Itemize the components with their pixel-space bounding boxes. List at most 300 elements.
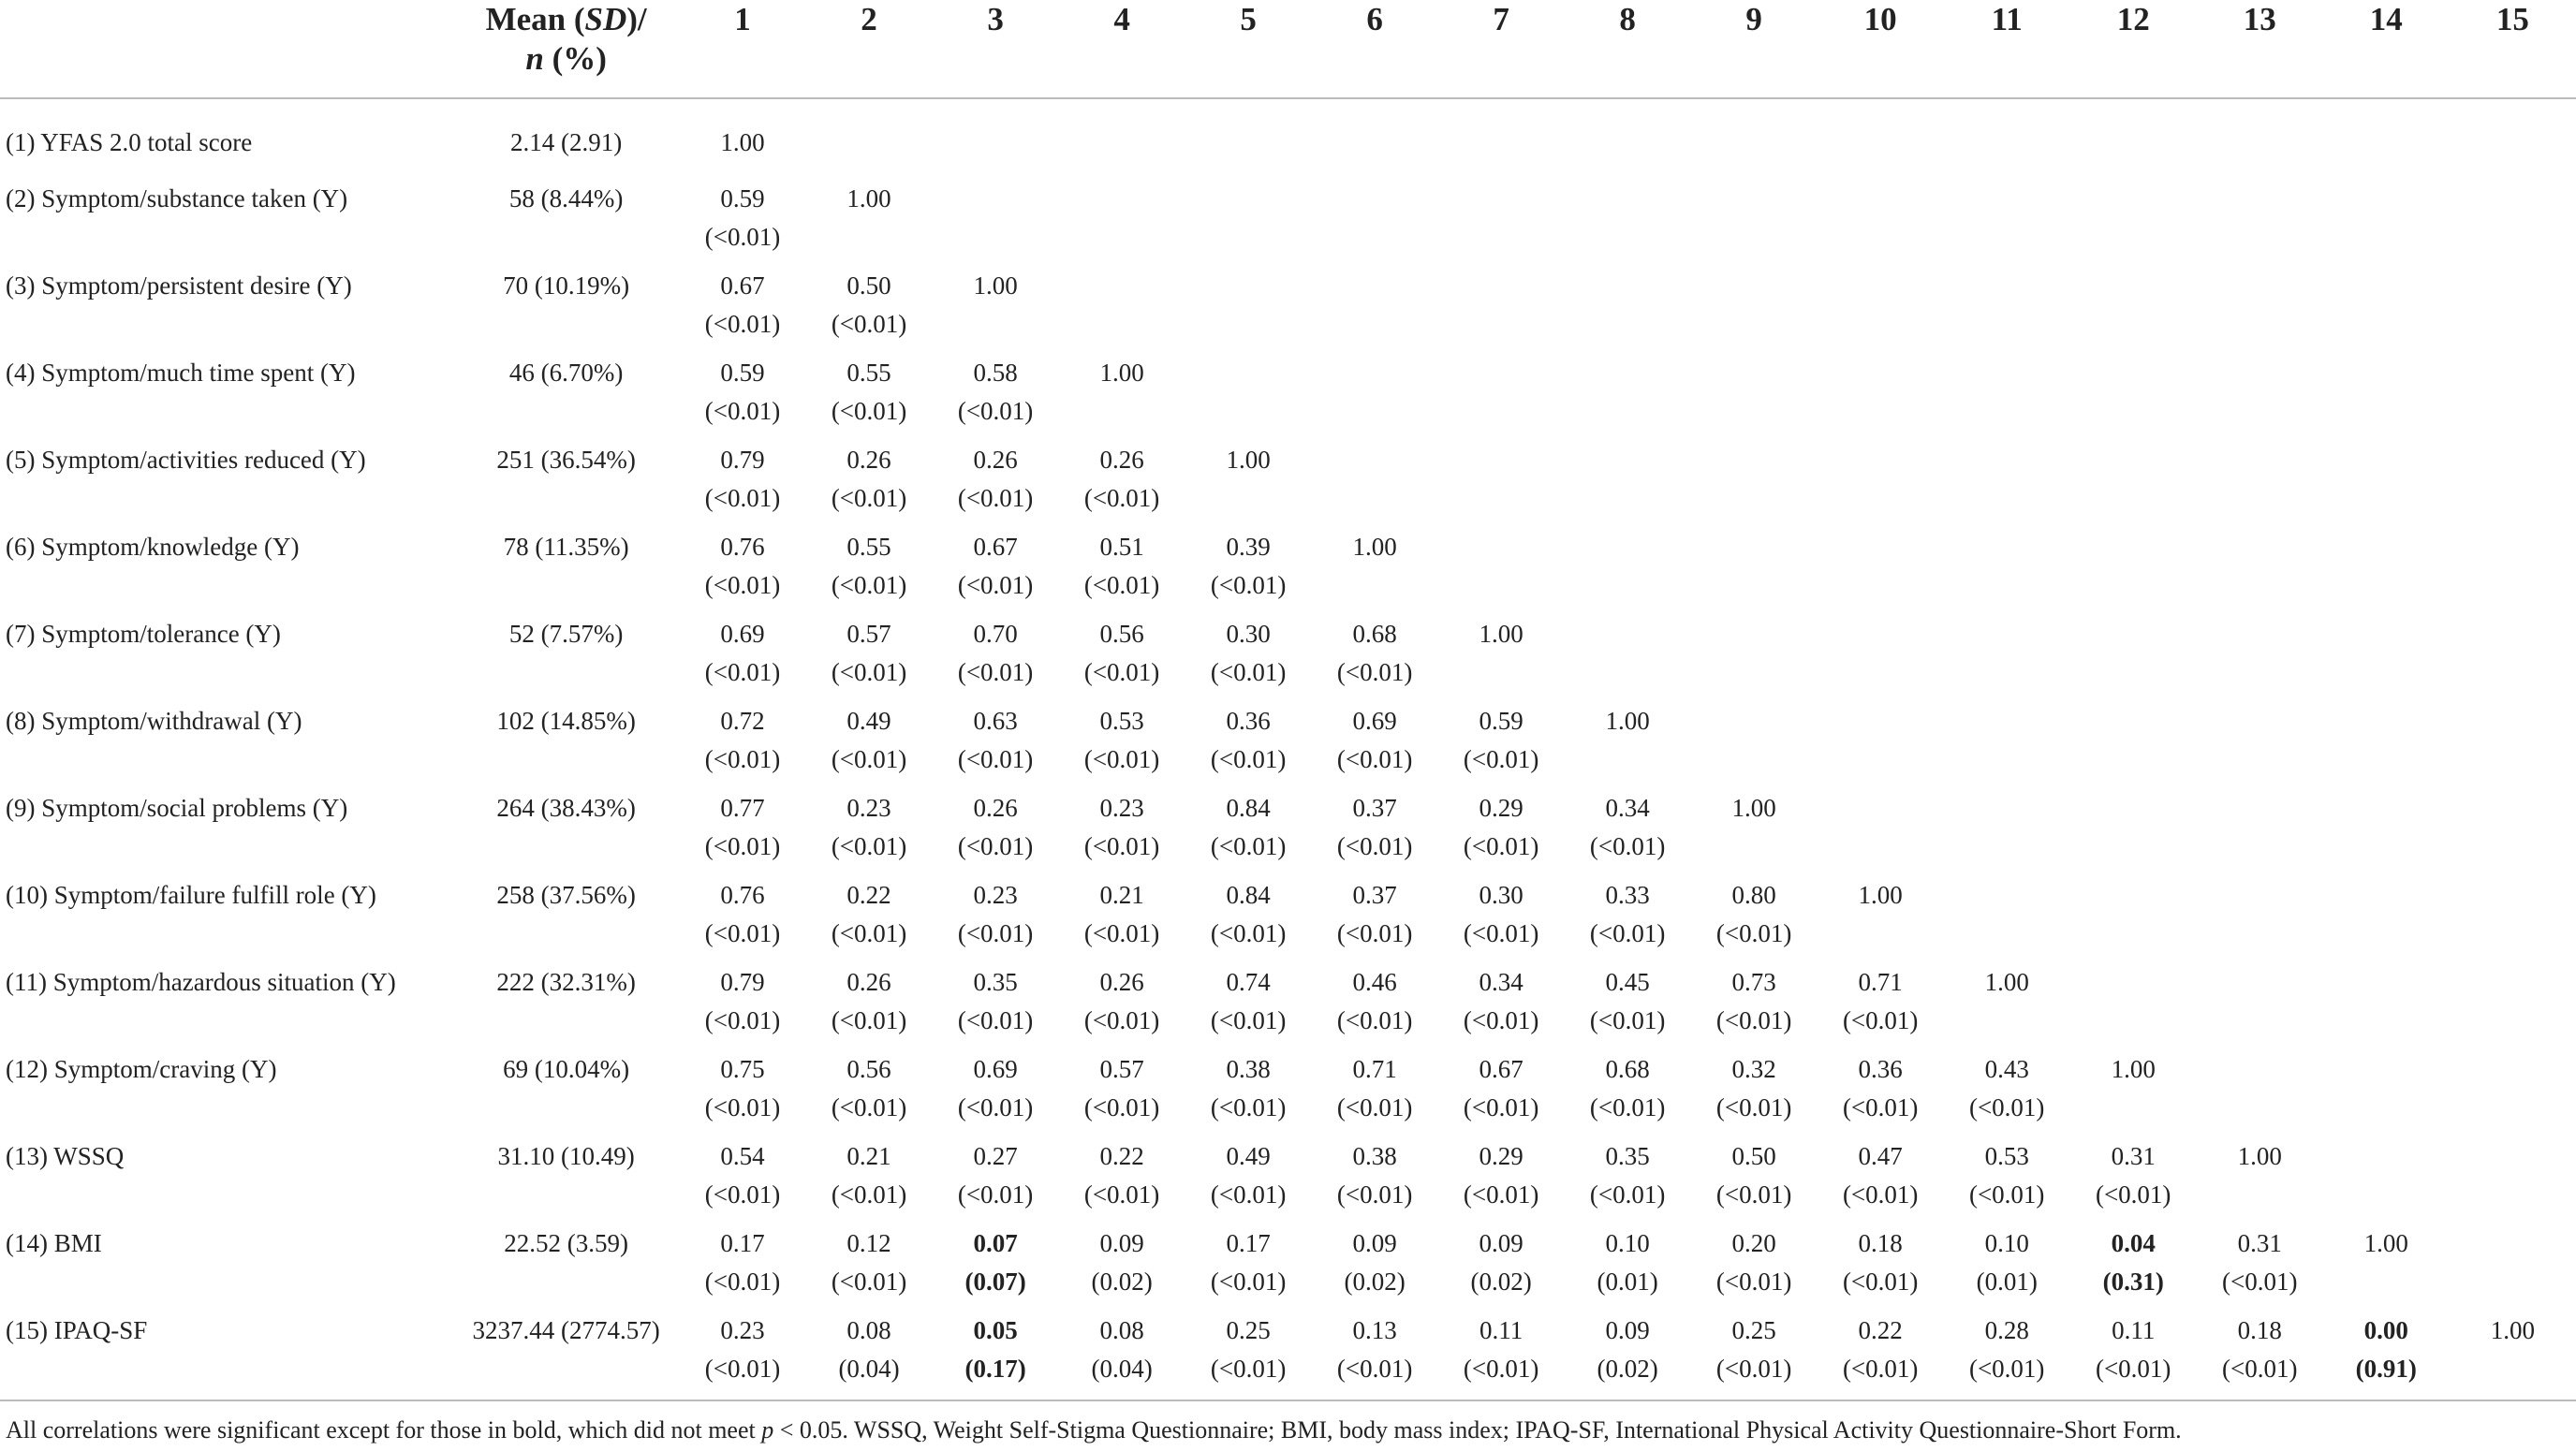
empty-cell — [1818, 267, 1944, 354]
table-row — [0, 1137, 2576, 1224]
correlation-p-value: (<0.01) — [1083, 1180, 1160, 1209]
correlation-p-value: (0.17) — [964, 1355, 1026, 1383]
correlation-p-value: (<0.01) — [704, 1180, 781, 1209]
row-mean-value: 22.52 (3.59) — [504, 1229, 628, 1257]
correlation-coefficient: 0.68 — [1605, 1055, 1650, 1083]
empty-cell — [1818, 98, 1944, 180]
correlation-cell — [1185, 876, 1312, 963]
correlation-p-value: (<0.01) — [1083, 919, 1160, 947]
empty-cell — [2197, 615, 2323, 702]
correlation-coefficient: 0.55 — [846, 533, 891, 561]
correlation-cell — [2450, 1312, 2576, 1399]
empty-cell — [2070, 876, 2197, 963]
empty-cell — [2323, 615, 2450, 702]
correlation-p-value: (<0.01) — [1589, 1006, 1666, 1034]
correlation-cell — [1691, 1050, 1818, 1137]
table-row — [0, 180, 2576, 267]
empty-cell — [2323, 354, 2450, 441]
correlation-coefficient: 0.28 — [1984, 1316, 2029, 1344]
empty-cell — [2197, 441, 2323, 528]
correlation-coefficient: 0.45 — [1605, 968, 1650, 996]
correlation-p-value: (<0.01) — [1842, 1268, 1919, 1296]
correlation-coefficient: 0.13 — [1352, 1316, 1397, 1344]
correlation-cell — [2197, 1137, 2323, 1224]
correlation-p-value: (<0.01) — [1210, 1180, 1287, 1209]
empty-cell — [1438, 98, 1565, 180]
empty-cell — [1565, 441, 1691, 528]
correlation-cell — [1312, 528, 1438, 615]
correlation-coefficient: 0.50 — [1731, 1142, 1776, 1170]
empty-cell — [1059, 267, 1185, 354]
correlation-coefficient: 0.25 — [1731, 1316, 1776, 1344]
table-row — [0, 267, 2576, 354]
column-header-4: 4 — [1059, 0, 1185, 98]
correlation-cell — [1185, 702, 1312, 789]
correlation-coefficient: 0.46 — [1352, 968, 1397, 996]
correlation-coefficient: 0.71 — [1858, 968, 1903, 996]
row-variable-label: (9) Symptom/social problems (Y) — [6, 794, 348, 822]
correlation-coefficient: 0.31 — [2111, 1142, 2156, 1170]
empty-cell — [2323, 98, 2450, 180]
correlation-cell — [1059, 702, 1185, 789]
empty-cell — [2197, 876, 2323, 963]
row-mean-value: 222 (32.31%) — [496, 968, 636, 996]
correlation-coefficient: 0.23 — [720, 1316, 765, 1344]
column-header-3: 3 — [933, 0, 1059, 98]
correlation-coefficient: 1.00 — [2490, 1316, 2535, 1344]
correlation-p-value: (<0.01) — [1210, 919, 1287, 947]
correlation-p-value: (<0.01) — [1210, 1006, 1287, 1034]
correlation-coefficient: 0.26 — [846, 446, 891, 474]
empty-cell — [1691, 98, 1818, 180]
column-header-7: 7 — [1438, 0, 1565, 98]
correlation-coefficient: 1.00 — [1226, 446, 1271, 474]
correlation-cell — [1059, 441, 1185, 528]
correlation-cell — [1185, 528, 1312, 615]
correlation-cell — [1438, 1137, 1565, 1224]
correlation-cell — [680, 1312, 806, 1399]
row-mean-value: 251 (36.54%) — [496, 446, 636, 474]
correlation-coefficient: 0.59 — [720, 359, 765, 387]
correlation-coefficient: 0.12 — [846, 1229, 891, 1257]
column-header-9: 9 — [1691, 0, 1818, 98]
correlation-p-value: (<0.01) — [1463, 919, 1539, 947]
correlation-coefficient: 0.72 — [720, 707, 765, 735]
correlation-p-value: (<0.01) — [831, 1180, 907, 1209]
correlation-cell — [1059, 528, 1185, 615]
row-variable-label: (6) Symptom/knowledge (Y) — [6, 533, 300, 561]
empty-cell — [1438, 441, 1565, 528]
row-variable-label: (4) Symptom/much time spent (Y) — [6, 359, 356, 387]
correlation-coefficient: 0.10 — [1605, 1229, 1650, 1257]
correlation-p-value: (<0.01) — [704, 223, 781, 251]
correlation-p-value: (<0.01) — [957, 571, 1034, 599]
empty-cell — [1312, 180, 1438, 267]
correlation-p-value: (0.01) — [1976, 1268, 2038, 1296]
empty-cell — [1818, 180, 1944, 267]
correlation-p-value: (<0.01) — [957, 397, 1034, 425]
correlation-coefficient: 0.22 — [846, 881, 891, 909]
empty-cell — [2070, 180, 2197, 267]
empty-cell — [1818, 441, 1944, 528]
correlation-coefficient: 0.76 — [720, 533, 765, 561]
correlation-cell — [1059, 1050, 1185, 1137]
correlation-p-value: (<0.01) — [1336, 1006, 1413, 1034]
correlation-p-value: (<0.01) — [1842, 1093, 1919, 1121]
empty-cell — [1059, 180, 1185, 267]
empty-cell — [2197, 528, 2323, 615]
correlation-coefficient: 0.35 — [1605, 1142, 1650, 1170]
empty-cell — [2323, 180, 2450, 267]
correlation-cell — [1944, 1050, 2070, 1137]
header-mean-text: Mean ( — [485, 1, 585, 37]
correlation-coefficient: 0.05 — [973, 1316, 1018, 1344]
column-header-2: 2 — [806, 0, 933, 98]
empty-cell — [1565, 267, 1691, 354]
correlation-p-value: (0.02) — [1344, 1268, 1406, 1296]
correlation-coefficient: 0.38 — [1226, 1055, 1271, 1083]
correlation-coefficient: 0.79 — [720, 968, 765, 996]
correlation-p-value: (<0.01) — [1336, 1180, 1413, 1209]
correlation-coefficient: 0.53 — [1099, 707, 1144, 735]
correlation-coefficient: 1.00 — [1858, 881, 1903, 909]
correlation-cell — [1565, 876, 1691, 963]
empty-cell — [2323, 528, 2450, 615]
correlation-p-value: (<0.01) — [2095, 1355, 2171, 1383]
correlation-coefficient: 0.77 — [720, 794, 765, 822]
empty-cell — [2070, 528, 2197, 615]
correlation-coefficient: 0.34 — [1605, 794, 1650, 822]
correlation-coefficient: 1.00 — [973, 271, 1018, 300]
correlation-p-value: (<0.01) — [704, 1355, 781, 1383]
row-mean-value: 58 (8.44%) — [508, 184, 624, 213]
correlation-p-value: (<0.01) — [1336, 1355, 1413, 1383]
correlation-cell — [2197, 1312, 2323, 1399]
correlation-coefficient: 1.00 — [1352, 533, 1397, 561]
column-header-14: 14 — [2323, 0, 2450, 98]
correlation-cell — [1438, 615, 1565, 702]
correlation-coefficient: 0.76 — [720, 881, 765, 909]
correlation-p-value: (<0.01) — [831, 310, 907, 338]
correlation-cell — [1059, 1312, 1185, 1399]
correlation-cell — [806, 354, 933, 441]
correlation-p-value: (<0.01) — [1083, 832, 1160, 860]
correlation-p-value: (<0.01) — [704, 571, 781, 599]
correlation-cell — [1691, 1224, 1818, 1312]
header-sd-text: SD — [584, 1, 627, 37]
correlation-p-value: (<0.01) — [831, 832, 907, 860]
empty-cell — [1185, 267, 1312, 354]
correlation-p-value: (<0.01) — [1336, 832, 1413, 860]
correlation-coefficient: 0.25 — [1226, 1316, 1271, 1344]
empty-cell — [1818, 354, 1944, 441]
correlation-coefficient: 0.21 — [846, 1142, 891, 1170]
empty-cell — [2450, 702, 2576, 789]
correlation-p-value: (<0.01) — [831, 484, 907, 512]
header-percent-text: (%) — [543, 40, 607, 77]
correlation-p-value: (<0.01) — [1968, 1180, 2045, 1209]
correlation-coefficient: 0.37 — [1352, 881, 1397, 909]
correlation-coefficient: 1.00 — [2363, 1229, 2408, 1257]
correlation-p-value: (<0.01) — [1589, 1180, 1666, 1209]
correlation-p-value: (<0.01) — [831, 1093, 907, 1121]
empty-cell — [1438, 528, 1565, 615]
correlation-coefficient: 0.55 — [846, 359, 891, 387]
correlation-cell — [1185, 1312, 1312, 1399]
correlation-cell — [1438, 963, 1565, 1050]
correlation-coefficient: 0.54 — [720, 1142, 765, 1170]
correlation-cell — [1944, 1137, 2070, 1224]
correlation-cell — [1312, 1050, 1438, 1137]
correlation-p-value: (0.31) — [2102, 1268, 2164, 1296]
empty-cell — [1818, 528, 1944, 615]
correlation-cell — [2070, 1050, 2197, 1137]
correlation-cell — [806, 615, 933, 702]
correlation-cell — [1691, 1137, 1818, 1224]
correlation-cell — [2323, 1312, 2450, 1399]
table-row — [0, 1312, 2576, 1399]
correlation-coefficient: 0.57 — [846, 620, 891, 648]
empty-cell — [933, 180, 1059, 267]
header-mean-suffix: )/ — [626, 1, 647, 37]
correlation-coefficient: 0.26 — [973, 794, 1018, 822]
correlation-cell — [933, 789, 1059, 876]
table-row — [0, 702, 2576, 789]
correlation-coefficient: 0.11 — [1479, 1316, 1524, 1344]
row-variable-label: (12) Symptom/craving (Y) — [6, 1055, 277, 1083]
correlation-coefficient: 0.68 — [1352, 620, 1397, 648]
table-row — [0, 528, 2576, 615]
table-row — [0, 441, 2576, 528]
correlation-p-value: (<0.01) — [1083, 484, 1160, 512]
header-mean-line1 — [453, 0, 680, 39]
empty-cell — [1818, 615, 1944, 702]
correlation-p-value: (0.04) — [1091, 1355, 1153, 1383]
correlation-coefficient: 0.74 — [1226, 968, 1271, 996]
correlation-p-value: (<0.01) — [831, 571, 907, 599]
empty-cell — [2197, 963, 2323, 1050]
correlation-coefficient: 0.47 — [1858, 1142, 1903, 1170]
correlation-coefficient: 0.21 — [1099, 881, 1144, 909]
correlation-cell — [806, 702, 933, 789]
table-body — [0, 98, 2576, 1399]
correlation-cell — [680, 1137, 806, 1224]
row-mean-value: 69 (10.04%) — [503, 1055, 630, 1083]
correlation-p-value: (<0.01) — [1210, 832, 1287, 860]
correlation-cell — [1818, 1312, 1944, 1399]
correlation-p-value: (<0.01) — [1083, 571, 1160, 599]
correlation-cell — [1438, 1224, 1565, 1312]
correlation-cell — [933, 876, 1059, 963]
correlation-coefficient: 0.08 — [846, 1316, 891, 1344]
correlation-cell — [680, 441, 806, 528]
correlation-cell — [1691, 789, 1818, 876]
correlation-cell — [806, 1137, 933, 1224]
empty-cell — [2450, 441, 2576, 528]
correlation-p-value: (<0.01) — [704, 1093, 781, 1121]
correlation-cell — [1312, 876, 1438, 963]
empty-cell — [2070, 789, 2197, 876]
empty-cell — [2450, 180, 2576, 267]
empty-cell — [2323, 1137, 2450, 1224]
correlation-p-value: (<0.01) — [831, 919, 907, 947]
empty-cell — [1691, 267, 1818, 354]
footnote-text-2: < 0.05. WSSQ, Weight Self-Stigma Questionnaire; BMI, body mass index; IPAQ-SF, International Physical Activity Questionnaire-Short Form. — [773, 1416, 2182, 1444]
correlation-coefficient: 0.35 — [973, 968, 1018, 996]
row-variable-label: (8) Symptom/withdrawal (Y) — [6, 707, 302, 735]
table-row — [0, 1224, 2576, 1312]
correlation-coefficient: 0.26 — [1099, 446, 1144, 474]
correlation-cell — [1312, 1312, 1438, 1399]
correlation-coefficient: 0.59 — [1479, 707, 1524, 735]
footnote-p-symbol: p — [761, 1416, 774, 1444]
correlation-coefficient: 0.67 — [973, 533, 1018, 561]
correlation-coefficient: 0.26 — [973, 446, 1018, 474]
column-header-8: 8 — [1565, 0, 1691, 98]
correlation-p-value: (<0.01) — [1589, 919, 1666, 947]
correlation-coefficient: 1.00 — [2111, 1055, 2156, 1083]
correlation-coefficient: 0.84 — [1226, 881, 1271, 909]
empty-cell — [2070, 615, 2197, 702]
empty-cell — [806, 98, 933, 180]
correlation-p-value: (<0.01) — [957, 1006, 1034, 1034]
empty-cell — [1944, 180, 2070, 267]
column-header-10: 10 — [1818, 0, 1944, 98]
empty-cell — [2197, 1050, 2323, 1137]
correlation-p-value: (<0.01) — [2221, 1355, 2298, 1383]
correlation-coefficient: 0.49 — [846, 707, 891, 735]
column-header-6: 6 — [1312, 0, 1438, 98]
correlation-coefficient: 1.00 — [1605, 707, 1650, 735]
correlation-coefficient: 0.67 — [1479, 1055, 1524, 1083]
correlation-p-value: (<0.01) — [1463, 1006, 1539, 1034]
correlation-cell — [680, 528, 806, 615]
correlation-cell — [1438, 876, 1565, 963]
empty-cell — [1438, 267, 1565, 354]
correlation-coefficient: 0.30 — [1479, 881, 1524, 909]
correlation-p-value: (<0.01) — [1210, 1355, 1287, 1383]
correlation-coefficient: 0.56 — [1099, 620, 1144, 648]
correlation-coefficient: 1.00 — [1099, 359, 1144, 387]
empty-cell — [1944, 528, 2070, 615]
empty-cell — [1944, 702, 2070, 789]
row-mean-value: 31.10 (10.49) — [497, 1142, 635, 1170]
correlation-p-value: (<0.01) — [704, 745, 781, 773]
correlation-coefficient: 1.00 — [720, 128, 765, 156]
correlation-cell — [680, 702, 806, 789]
empty-cell — [2070, 702, 2197, 789]
correlation-p-value: (<0.01) — [1715, 1355, 1792, 1383]
correlation-p-value: (<0.01) — [1589, 1093, 1666, 1121]
empty-cell — [1944, 789, 2070, 876]
correlation-p-value: (<0.01) — [1968, 1093, 2045, 1121]
empty-cell — [1312, 98, 1438, 180]
correlation-p-value: (<0.01) — [1336, 745, 1413, 773]
correlation-cell — [806, 441, 933, 528]
empty-cell — [2450, 789, 2576, 876]
correlation-coefficient: 0.09 — [1605, 1316, 1650, 1344]
correlation-cell — [933, 1050, 1059, 1137]
row-mean-value: 264 (38.43%) — [496, 794, 636, 822]
correlation-coefficient: 0.17 — [720, 1229, 765, 1257]
correlation-p-value: (<0.01) — [957, 658, 1034, 686]
empty-cell — [2070, 98, 2197, 180]
correlation-cell — [680, 789, 806, 876]
empty-cell — [1565, 98, 1691, 180]
correlation-coefficient: 0.56 — [846, 1055, 891, 1083]
empty-cell — [2197, 180, 2323, 267]
correlation-cell — [680, 1050, 806, 1137]
correlation-cell — [1565, 1050, 1691, 1137]
empty-cell — [1691, 615, 1818, 702]
row-variable-label: (2) Symptom/substance taken (Y) — [6, 184, 348, 213]
correlation-cell — [1312, 963, 1438, 1050]
correlation-p-value: (<0.01) — [704, 484, 781, 512]
correlation-p-value: (<0.01) — [1083, 1006, 1160, 1034]
correlation-cell — [1691, 1312, 1818, 1399]
correlation-cell — [680, 98, 806, 180]
empty-cell — [1565, 528, 1691, 615]
column-header-5: 5 — [1185, 0, 1312, 98]
empty-cell — [2450, 98, 2576, 180]
correlation-coefficient: 0.22 — [1858, 1316, 1903, 1344]
correlation-cell — [1944, 1224, 2070, 1312]
correlation-p-value: (<0.01) — [1968, 1355, 2045, 1383]
empty-cell — [2197, 354, 2323, 441]
empty-cell — [2197, 702, 2323, 789]
row-variable-label: (7) Symptom/tolerance (Y) — [6, 620, 281, 648]
empty-cell — [2450, 876, 2576, 963]
correlation-p-value: (<0.01) — [831, 1006, 907, 1034]
correlation-coefficient: 1.00 — [1479, 620, 1524, 648]
correlation-cell — [680, 876, 806, 963]
empty-cell — [2450, 963, 2576, 1050]
correlation-p-value: (<0.01) — [1463, 1180, 1539, 1209]
correlation-p-value: (<0.01) — [1589, 832, 1666, 860]
correlation-cell — [2323, 1224, 2450, 1312]
empty-cell — [1565, 180, 1691, 267]
table-row — [0, 876, 2576, 963]
correlation-p-value: (<0.01) — [1715, 919, 1792, 947]
correlation-cell — [806, 789, 933, 876]
empty-cell — [2070, 267, 2197, 354]
row-variable-label: (11) Symptom/hazardous situation (Y) — [6, 968, 396, 996]
correlation-cell — [1565, 1312, 1691, 1399]
empty-cell — [1944, 441, 2070, 528]
correlation-cell — [1185, 615, 1312, 702]
correlation-cell — [1059, 1137, 1185, 1224]
correlation-coefficient: 1.00 — [1984, 968, 2029, 996]
correlation-coefficient: 0.23 — [1099, 794, 1144, 822]
correlation-cell — [933, 615, 1059, 702]
correlation-p-value: (<0.01) — [1210, 1093, 1287, 1121]
empty-cell — [2450, 1050, 2576, 1137]
correlation-coefficient: 0.69 — [720, 620, 765, 648]
correlation-p-value: (<0.01) — [1463, 832, 1539, 860]
header-mean-line2 — [453, 39, 680, 79]
correlation-cell — [806, 267, 933, 354]
correlation-cell — [1818, 1137, 1944, 1224]
empty-cell — [1312, 441, 1438, 528]
empty-cell — [2323, 267, 2450, 354]
correlation-cell — [1818, 1224, 1944, 1312]
correlation-cell — [1312, 1224, 1438, 1312]
correlation-coefficient: 0.09 — [1479, 1229, 1524, 1257]
correlation-cell — [680, 615, 806, 702]
correlation-coefficient: 0.70 — [973, 620, 1018, 648]
empty-cell — [1312, 267, 1438, 354]
empty-cell — [933, 98, 1059, 180]
